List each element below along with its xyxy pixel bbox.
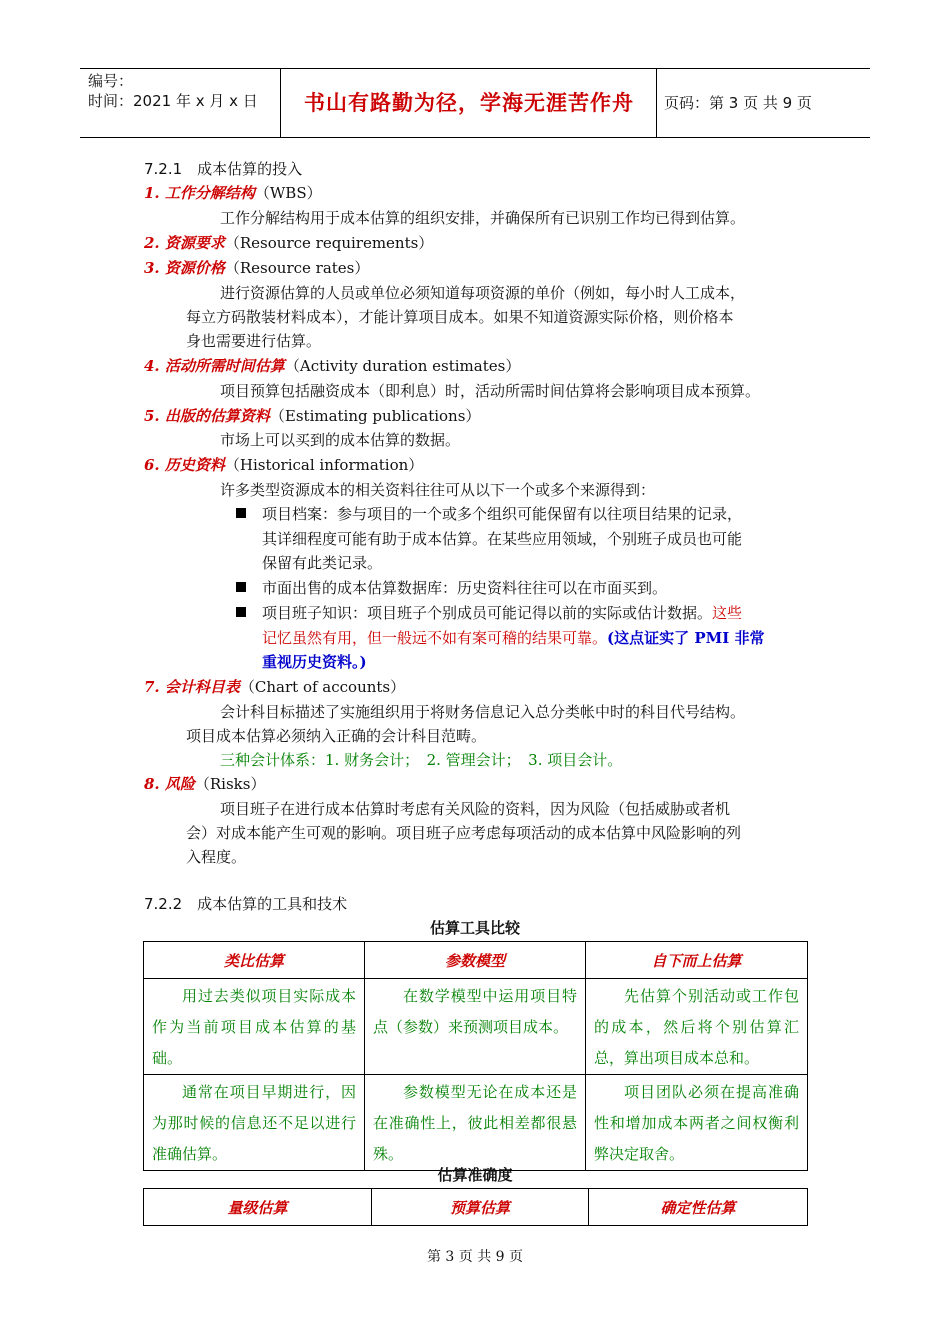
section-title-722: 7.2.2 成本估算的工具和技术 [144,895,348,913]
item-title: 1. 工作分解结构 [144,184,255,202]
page-footer: 第 3 页 共 9 页 [426,1249,524,1265]
paragraph: 工作分解结构用于成本估算的组织安排，并确保所有已识别工作均已得到估算。 [220,209,746,227]
item-en: （Chart of accounts） [239,678,406,696]
bullet-item: 其详细程度可能有助于成本估算。在某些应用领域，个别班子成员也可能 [262,530,743,548]
bullet-text: 项目班子知识：项目班子个别成员可能记得以前的实际或估计数据。 [262,604,713,622]
highlight-blue: (这点证实了 PMI 非常 [607,629,765,647]
table-cell: 通常在项目早期进行，因为那时候的信息还不足以进行准确估算。 [144,1075,365,1171]
table-header-row [144,942,808,979]
header-divider [656,69,657,137]
bullet-icon [236,508,246,518]
estimation-tools-table [143,941,808,1171]
paragraph: 会）对成本能产生可观的影响。项目班子应考虑每项活动的成本估算中风险影响的列 [186,824,742,842]
table-cell: 在数学模型中运用项目特点（参数）来预测项目成本。 [365,979,586,1075]
item-en: （Estimating publications） [269,407,481,425]
table-header-cell: 类比估算 [144,942,365,979]
item-en: （Resource rates） [224,259,370,277]
bullet-item: 市面出售的成本估算数据库：历史资料往往可以在市面买到。 [262,579,668,597]
item-1 [144,181,322,205]
table-cell: 参数模型无论在成本还是在准确性上，彼此相差都很悬殊。 [365,1075,586,1171]
header-page-number: 页码：第 3 页 共 9 页 [664,94,812,112]
table-header-cell: 自下而上估算 [586,942,808,979]
table-row [144,1075,808,1171]
item-title: 6. 历史资料 [144,456,225,474]
paragraph: 项目成本估算必须纳入正确的会计科目范畴。 [186,727,487,745]
table-cell: 用过去类似项目实际成本作为当前项目成本估算的基础。 [144,979,365,1075]
paragraph: 进行资源估算的人员或单位必须知道每项资源的单价（例如，每小时人工成本， [220,284,746,302]
bullet-item [262,650,367,674]
item-en: （Activity duration estimates） [284,357,521,375]
paragraph: 每立方码散装材料成本），才能计算项目成本。如果不知道资源实际价格，则价格本 [186,308,734,326]
table-row [144,979,808,1075]
item-6 [144,453,423,477]
item-title: 8. 风险 [144,775,195,793]
item-en: （Resource requirements） [224,234,434,252]
item-7 [144,675,405,699]
table-cell: 项目团队必须在提高准确性和增加成本两者之间权衡利弊决定取舍。 [586,1075,808,1171]
table-header-row [144,1189,808,1226]
item-2 [144,231,433,255]
item-3 [144,256,369,280]
header-date: 时间：2021 年 x 月 x 日 [88,92,258,110]
item-title: 7. 会计科目表 [144,678,240,696]
paragraph: 入程度。 [186,848,247,866]
item-5 [144,404,480,428]
estimation-accuracy-table [143,1188,808,1226]
table-header-cell: 参数模型 [365,942,586,979]
header-number: 编号： [88,72,134,90]
table-caption: 估算准确度 [437,1166,513,1184]
table-caption: 估算工具比较 [429,919,520,937]
item-title: 5. 出版的估算资料 [144,407,270,425]
item-8 [144,772,265,796]
paragraph: 身也需要进行估算。 [186,332,322,350]
item-en: （WBS） [254,184,322,202]
paragraph: 市场上可以买到的成本估算的数据。 [220,431,461,449]
table-header-cell: 确定性估算 [589,1189,808,1226]
bullet-icon [236,582,246,592]
bullet-item [262,626,764,650]
paragraph: 会计科目标描述了实施组织用于将财务信息记入总分类帐中时的科目代号结构。 [220,703,746,721]
header-meta [88,71,258,111]
section-title-721: 7.2.1 成本估算的投入 [144,160,303,178]
paragraph: 项目预算包括融资成本（即利息）时，活动所需时间估算将会影响项目成本预算。 [220,382,761,400]
table-header-cell: 预算估算 [372,1189,589,1226]
header-motto: 书山有路勤为径，学海无涯苦作舟 [304,90,634,115]
bullet-item: 保留有此类记录。 [262,554,383,572]
item-title: 4. 活动所需时间估算 [144,357,285,375]
bullet-item [262,601,742,625]
accounting-systems: 三种会计体系：1. 财务会计； 2. 管理会计； 3. 项目会计。 [220,751,623,769]
table-header-cell: 量级估算 [144,1189,372,1226]
item-4 [144,354,520,378]
highlight-red: 记忆虽然有用，但一般远不如有案可稽的结果可靠。 [262,629,608,647]
table-cell: 先估算个别活动或工作包的成本，然后将个别估算汇总，算出项目成本总和。 [586,979,808,1075]
highlight-red: 这些 [712,604,743,622]
header-divider [280,69,281,137]
paragraph: 项目班子在进行成本估算时考虑有关风险的资料，因为风险（包括威胁或者机 [220,800,731,818]
bullet-icon [236,607,246,617]
bullet-item: 项目档案：参与项目的一个或多个组织可能保留有以往项目结果的记录， [262,505,743,523]
page-header [80,68,870,138]
item-title: 3. 资源价格 [144,259,225,277]
item-title: 2. 资源要求 [144,234,225,252]
highlight-blue: 重视历史资料。) [262,653,367,671]
item-en: （Risks） [194,775,266,793]
paragraph: 许多类型资源成本的相关资料往往可从以下一个或多个来源得到： [220,481,656,499]
item-en: （Historical information） [224,456,424,474]
